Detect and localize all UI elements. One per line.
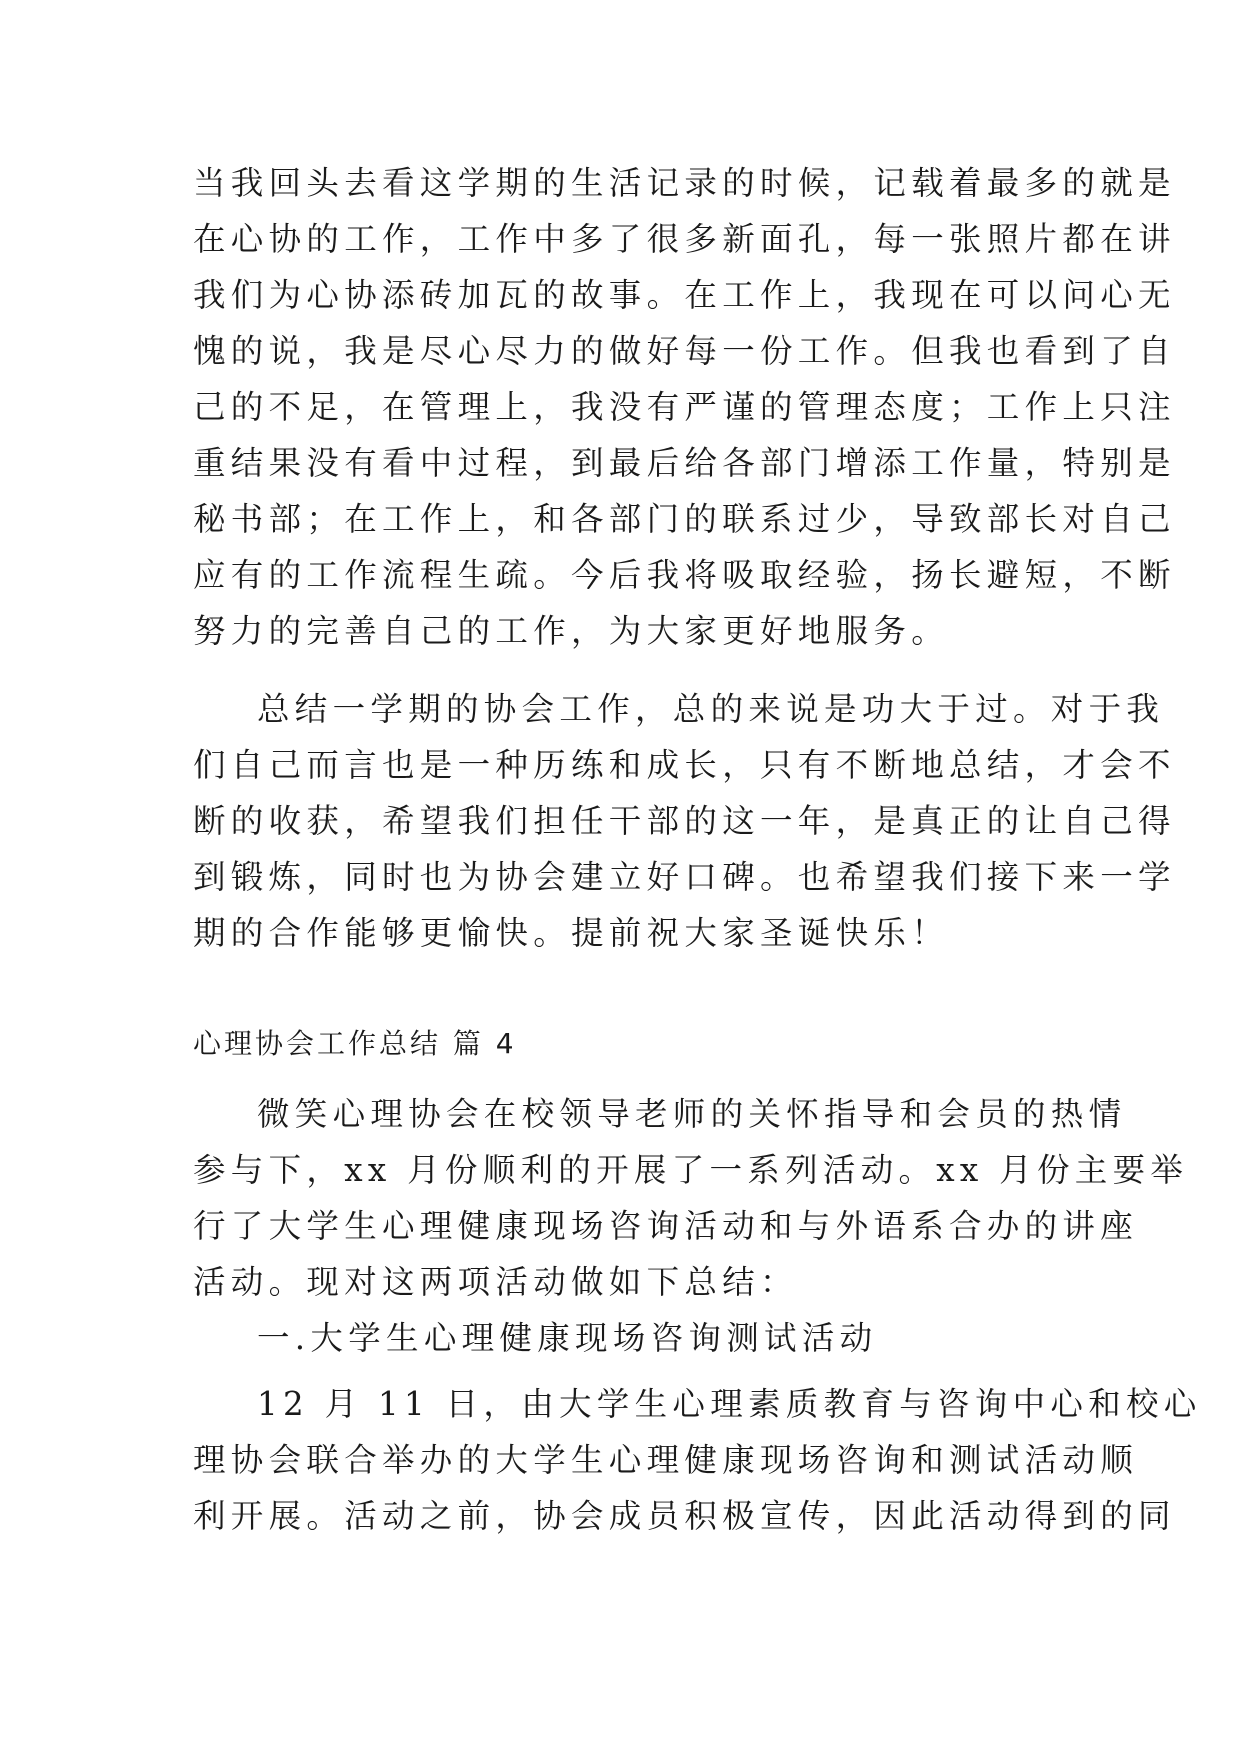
text-line: 们自己而言也是一种历练和成长，只有不断地总结，才会不 bbox=[193, 746, 1176, 784]
text-line: 12 月 11 日，由大学生心理素质教育与咨询中心和校心 bbox=[257, 1385, 1202, 1423]
text-line: 总结一学期的协会工作，总的来说是功大于过。对于我 bbox=[257, 690, 1165, 728]
text-line: 活动。现对这两项活动做如下总结： bbox=[193, 1263, 798, 1301]
text-line: 理协会联合举办的大学生心理健康现场咨询和测试活动顺 bbox=[193, 1441, 1139, 1479]
text-line: 参与下，xx 月份顺利的开展了一系列活动。xx 月份主要举 bbox=[193, 1151, 1189, 1189]
text-line: 当我回头去看这学期的生活记录的时候，记载着最多的就是 bbox=[193, 164, 1176, 202]
text-line: 应有的工作流程生疏。今后我将吸取经验，扬长避短，不断 bbox=[193, 556, 1176, 594]
text-line: 努力的完善自己的工作，为大家更好地服务。 bbox=[193, 612, 950, 650]
text-line: 利开展。活动之前，协会成员积极宣传，因此活动得到的同 bbox=[193, 1497, 1176, 1535]
text-line: 在心协的工作，工作中多了很多新面孔，每一张照片都在讲 bbox=[193, 220, 1176, 258]
text-line: 断的收获，希望我们担任干部的这一年，是真正的让自己得 bbox=[193, 802, 1176, 840]
text-line: 期的合作能够更愉快。提前祝大家圣诞快乐！ bbox=[193, 914, 950, 952]
text-line: 微笑心理协会在校领导老师的关怀指导和会员的热情 bbox=[257, 1095, 1127, 1133]
subheading: 一.大学生心理健康现场咨询测试活动 bbox=[257, 1319, 878, 1357]
section-heading: 心理协会工作总结 篇 4 bbox=[193, 1027, 517, 1060]
text-line: 秘书部；在工作上，和各部门的联系过少，导致部长对自己 bbox=[193, 500, 1176, 538]
text-line: 重结果没有看中过程，到最后给各部门增添工作量，特别是 bbox=[193, 444, 1176, 482]
text-line: 己的不足，在管理上，我没有严谨的管理态度；工作上只注 bbox=[193, 388, 1176, 426]
text-line: 行了大学生心理健康现场咨询活动和与外语系合办的讲座 bbox=[193, 1207, 1139, 1245]
text-line: 我们为心协添砖加瓦的故事。在工作上，我现在可以问心无 bbox=[193, 276, 1176, 314]
text-line: 到锻炼，同时也为协会建立好口碑。也希望我们接下来一学 bbox=[193, 858, 1176, 896]
text-line: 愧的说，我是尽心尽力的做好每一份工作。但我也看到了自 bbox=[193, 332, 1176, 370]
